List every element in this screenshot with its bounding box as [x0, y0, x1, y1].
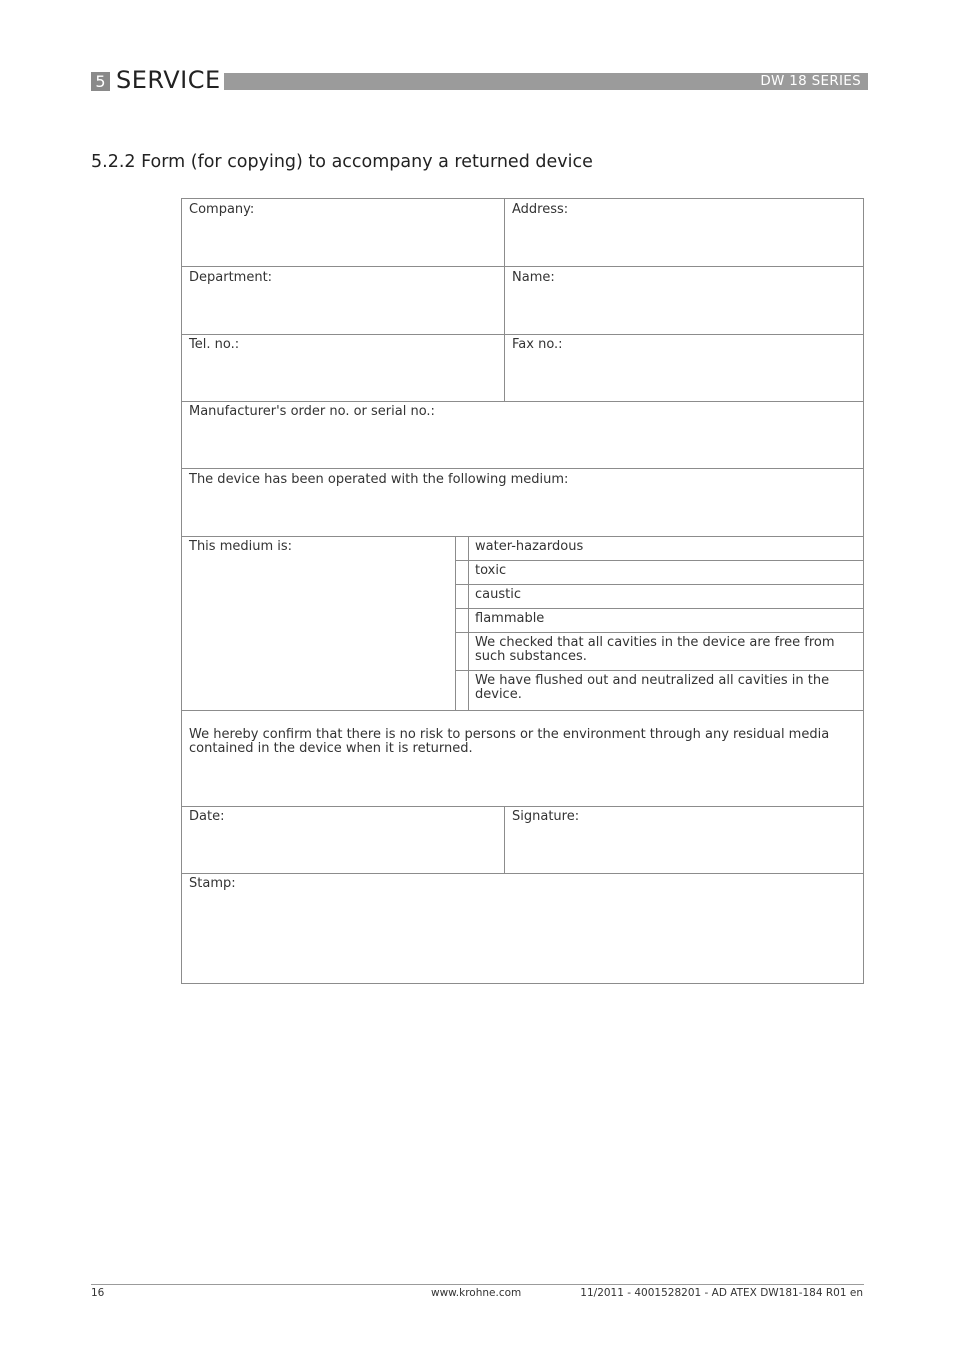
department-field[interactable] — [182, 267, 505, 334]
order-label: Manufacturer's order no. or serial no.: — [189, 404, 435, 419]
page-header — [91, 68, 868, 94]
confirmation-statement — [182, 710, 863, 807]
form-row-tel — [182, 334, 863, 402]
checkbox-flammable[interactable] — [455, 608, 469, 632]
tel-field[interactable] — [182, 334, 505, 401]
tel-label: Tel. no.: — [189, 337, 240, 352]
section-title: 5.2.2 Form (for copying) to accompany a returned device — [91, 152, 593, 172]
footer-divider — [91, 1284, 864, 1285]
chapter-title: SERVICE — [116, 66, 221, 94]
medium-field[interactable] — [182, 469, 863, 537]
checkbox-water-hazardous[interactable] — [455, 536, 469, 560]
return-form — [181, 198, 864, 984]
page-number: 16 — [91, 1287, 105, 1299]
checkbox-caustic[interactable] — [455, 584, 469, 608]
medium-is-label: This medium is: — [189, 539, 293, 554]
date-label: Date: — [189, 809, 225, 824]
address-field[interactable] — [505, 199, 863, 266]
option-label: caustic — [475, 587, 521, 602]
option-label: We have flushed out and neutralized all cavities in the device. — [475, 673, 830, 702]
signature-label: Signature: — [512, 809, 580, 824]
signature-field[interactable] — [505, 806, 863, 873]
stamp-field[interactable] — [182, 873, 863, 983]
address-label: Address: — [512, 202, 569, 217]
name-label: Name: — [512, 270, 555, 285]
form-row-date — [182, 806, 863, 874]
name-field[interactable] — [505, 267, 863, 334]
form-row-department — [182, 267, 863, 335]
fax-field[interactable] — [505, 334, 863, 401]
confirmation-text: We hereby confirm that there is no risk to persons or the environment through any residual media contained in the device when it is returned. — [189, 727, 830, 756]
footer-website-link[interactable]: www.krohne.com — [431, 1287, 522, 1299]
series-label: DW 18 SERIES — [760, 73, 861, 89]
company-field[interactable] — [182, 199, 505, 266]
option-cavities-checked — [455, 632, 863, 671]
date-field[interactable] — [182, 806, 505, 873]
option-label: flammable — [475, 611, 545, 626]
company-label: Company: — [189, 202, 255, 217]
option-cavities-flushed — [455, 670, 863, 710]
option-water-hazardous — [455, 536, 863, 561]
stamp-label: Stamp: — [189, 876, 236, 891]
form-row-company — [182, 199, 863, 267]
option-caustic — [455, 584, 863, 609]
header-bar — [224, 73, 868, 90]
footer-doc-reference: 11/2011 - 4001528201 - AD ATEX DW181-184 R01 en — [580, 1287, 863, 1299]
medium-label: The device has been operated with the following medium: — [189, 472, 569, 487]
option-label: We checked that all cavities in the device are free from such substances. — [475, 635, 835, 664]
department-label: Department: — [189, 270, 273, 285]
chapter-number-badge: 5 — [91, 72, 110, 91]
checkbox-cavities-flushed[interactable] — [455, 670, 469, 710]
option-toxic — [455, 560, 863, 585]
checkbox-cavities-checked[interactable] — [455, 632, 469, 670]
order-field[interactable] — [182, 401, 863, 469]
fax-label: Fax no.: — [512, 337, 563, 352]
checkbox-toxic[interactable] — [455, 560, 469, 584]
option-label: water-hazardous — [475, 539, 584, 554]
option-label: toxic — [475, 563, 507, 578]
form-row-medium-type — [182, 536, 863, 711]
option-flammable — [455, 608, 863, 633]
